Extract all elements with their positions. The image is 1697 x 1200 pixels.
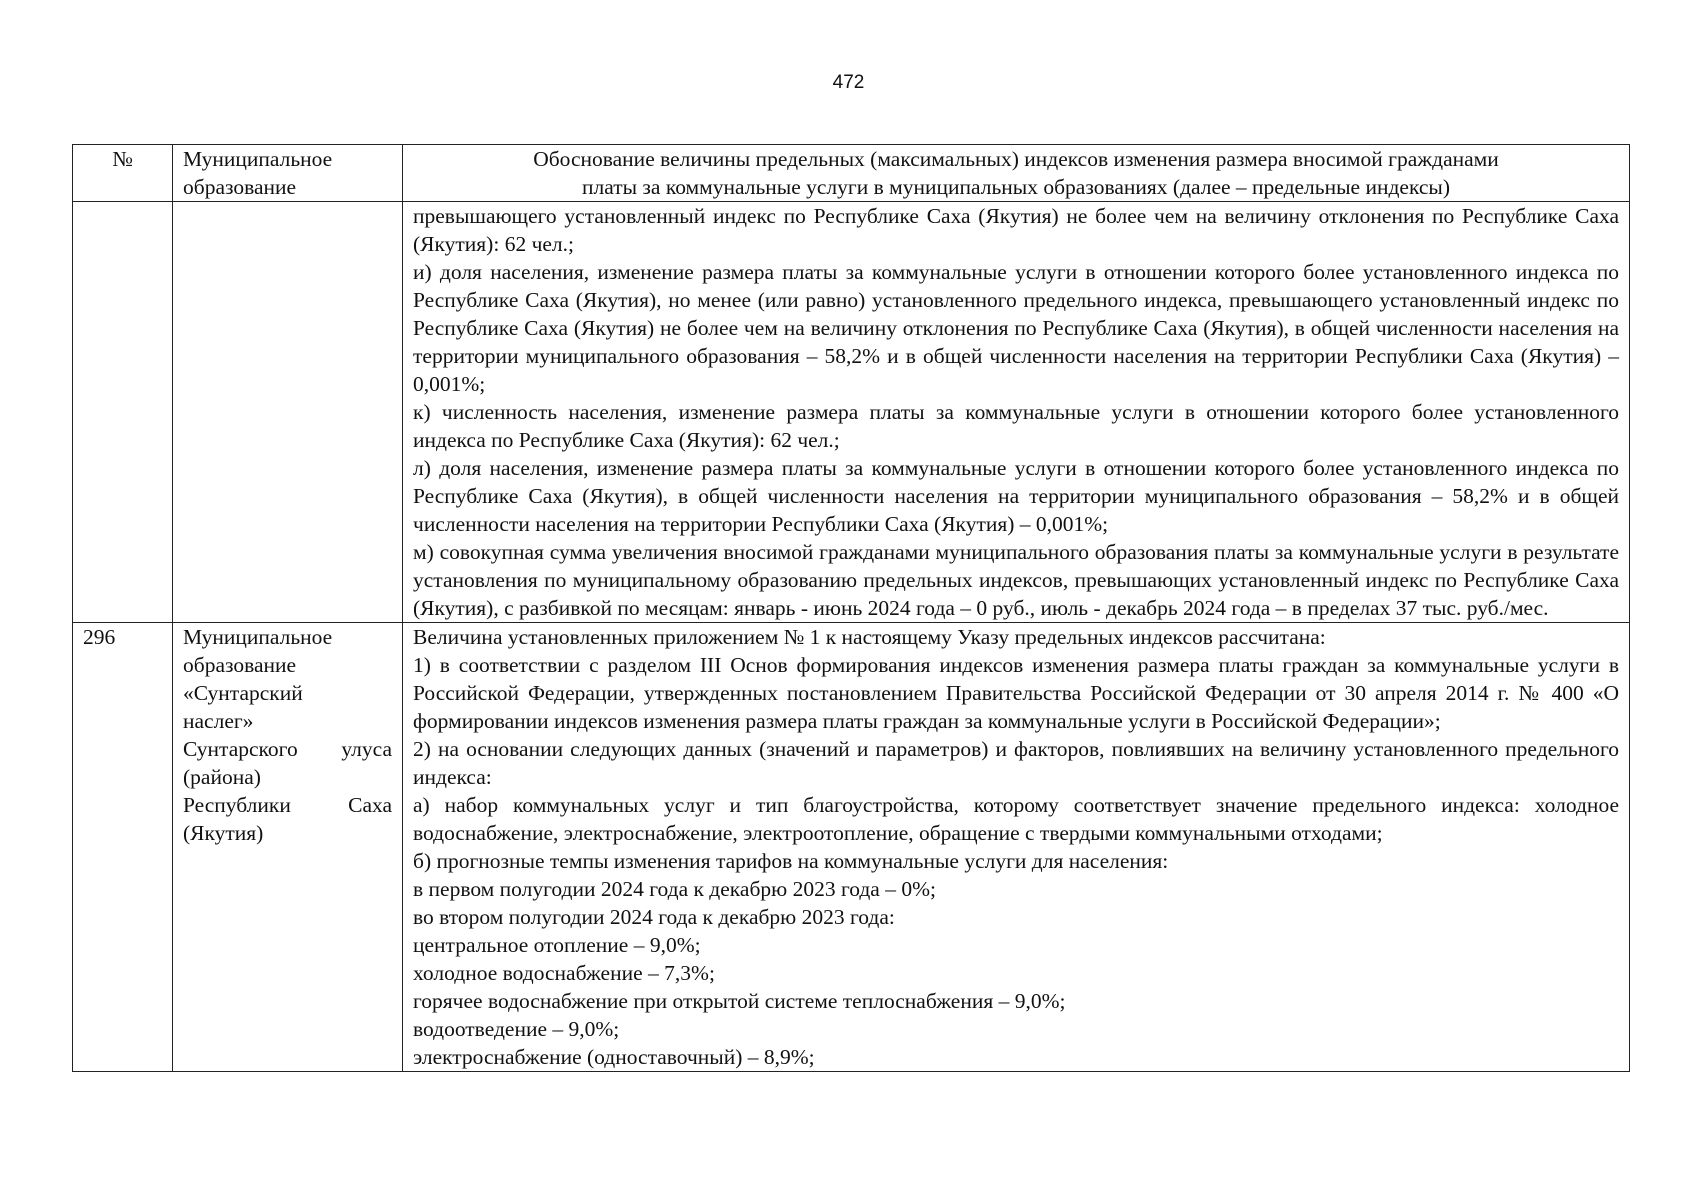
paragraph: 2) на основании следующих данных (значений и параметров) и факторов, повлиявших на величину установленного предельного индекса: [413,737,1619,789]
paragraph: горячее водоснабжение при открытой системе теплоснабжения – 9,0%; [413,989,1066,1013]
header-justification-line: платы за коммунальные услуги в муниципальных образованиях (далее – предельные индексы) [582,175,1450,199]
paragraph: во втором полугодии 2024 года к декабрю 2023 года: [413,905,895,929]
municipality-line: наслег» [183,709,254,733]
paragraph: и) доля населения, изменение размера платы за коммунальные услуги в отношении которого более установленного индекса по Республике Саха (Якутия), но менее (или равно) установленного предельного индекса, превышающего установленный индекс по Республике Саха (Якутия) не более чем на величину отклонения по Республике Саха (Якутия), в общей численности населения на территории муниципального образования – 58,2% и в общей численности населения на территории Республики Саха (Якутия) – 0,001%; [413,260,1619,396]
municipality-line: образование [183,653,297,677]
paragraph: а) набор коммунальных услуг и тип благоустройства, которому соответствует значение предельного индекса: холодное водоснабжение, электроснабжение, электроотопление, обращение с твердыми коммунальными отходами; [413,793,1619,845]
header-municipality-line: образование [183,175,297,199]
row-municipality [173,623,403,1072]
municipality-line: Республики Саха [183,793,392,817]
row-municipality [173,202,403,623]
paragraph: центральное отопление – 9,0%; [413,933,701,957]
paragraph: электроснабжение (одноставочный) – 8,9%; [413,1045,815,1069]
paragraph: м) совокупная сумма увеличения вносимой гражданами муниципального образования платы за коммунальные услуги в результате установления по муниципальному образованию предельных индексов, превышающих установленный индекс по Республике Саха (Якутия), с разбивкой по месяцам: январь - июнь 2024 года – 0 руб., июль - декабрь 2024 года – в пределах 37 тыс. руб./мес. [413,540,1619,620]
table-row [73,623,1630,1072]
paragraph: 1) в соответствии с разделом III Основ формирования индексов изменения размера платы граждан за коммунальные услуги в Российской Федерации, утвержденных постановлением Правительства Российской Федерации от 30 апреля 2014 г. № 400 «О формировании индексов изменения размера платы граждан за коммунальные услуги в Российской Федерации»; [413,653,1619,733]
justification-table [72,144,1630,1072]
paragraph: л) доля населения, изменение размера платы за коммунальные услуги в отношении которого более установленного индекса по Республике Саха (Якутия), в общей численности населения на территории муниципального образования – 58,2% и в общей численности населения на территории Республики Саха (Якутия) – 0,001%; [413,456,1619,536]
paragraph: в первом полугодии 2024 года к декабрю 2023 года – 0%; [413,877,936,901]
municipality-line: (района) [183,765,261,789]
paragraph: превышающего установленный индекс по Республике Саха (Якутия) не более чем на величину отклонения по Республике Саха (Якутия): 62 чел.; [413,204,1619,256]
municipality-line: (Якутия) [183,821,264,845]
header-municipality [173,145,403,202]
row-number: 296 [73,623,173,1072]
page-number: 472 [832,72,865,93]
paragraph: б) прогнозные темпы изменения тарифов на коммунальные услуги для населения: [413,849,1169,873]
municipality-line: Сунтарского улуса [183,737,392,761]
paragraph: холодное водоснабжение – 7,3%; [413,961,715,985]
paragraph: к) численность населения, изменение размера платы за коммунальные услуги в отношении которого более установленного индекса по Республике Саха (Якутия): 62 чел.; [413,400,1619,452]
table-row [73,202,1630,623]
municipality-line: «Сунтарский [183,681,303,705]
header-justification [403,145,1630,202]
municipality-line: Муниципальное [183,625,333,649]
row-justification [403,202,1630,623]
header-number: № [73,145,173,202]
paragraph: Величина установленных приложением № 1 к настоящему Указу предельных индексов рассчитана: [413,625,1326,649]
row-number [73,202,173,623]
row-justification [403,623,1630,1072]
table-header-row [73,145,1630,202]
paragraph: водоотведение – 9,0%; [413,1017,620,1041]
header-municipality-line: Муниципальное [183,147,333,171]
header-justification-line: Обоснование величины предельных (максимальных) индексов изменения размера вносимой гражданами [533,147,1499,171]
